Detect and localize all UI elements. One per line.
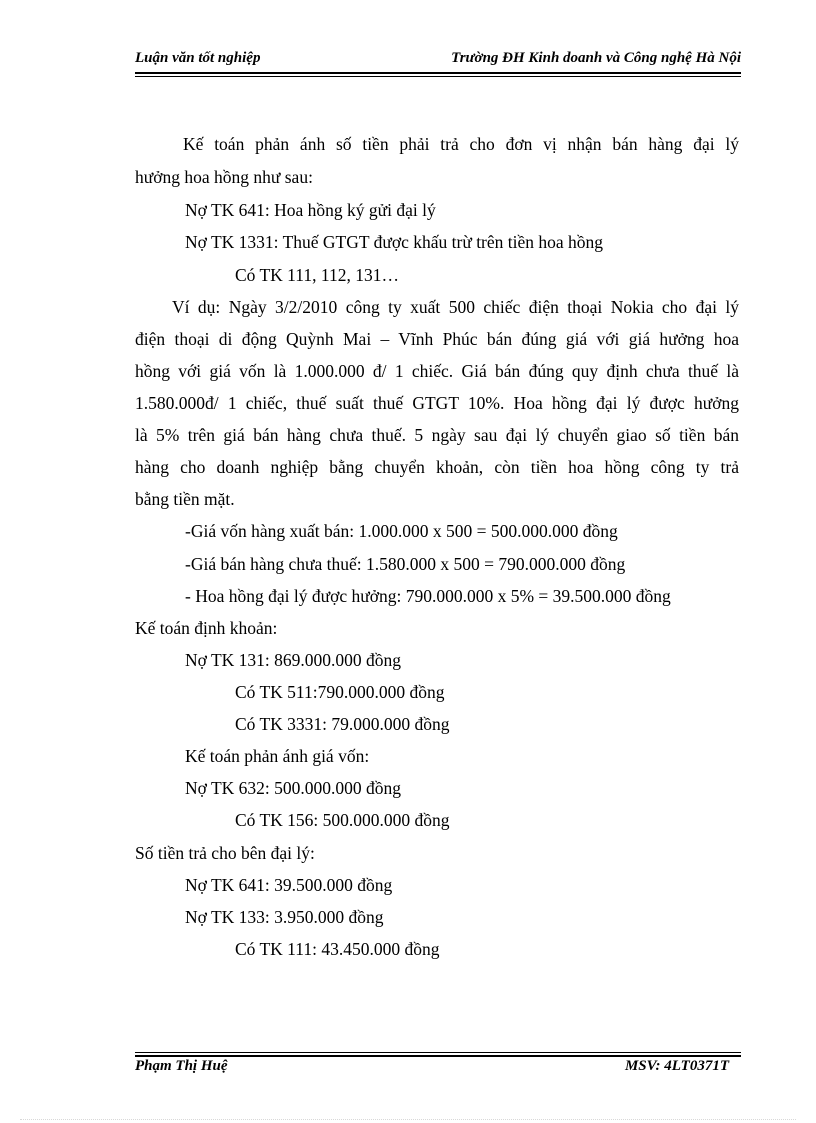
entry-debit-1331: Nợ TK 1331: Thuế GTGT được khấu trừ trên tiền hoa hồng xyxy=(185,232,604,252)
header-rule-thin xyxy=(135,76,741,77)
journal-debit-131: Nợ TK 131: 869.000.000 đồng xyxy=(185,650,402,670)
header-rule-thick xyxy=(135,72,741,74)
calc-cost-of-goods: -Giá vốn hàng xuất bán: 1.000.000 x 500 = 500.000.000 đồng xyxy=(185,521,618,541)
example-line-1: Ví dụ: Ngày 3/2/2010 công ty xuất 500 chiếc điện thoại Nokia cho đại lý xyxy=(172,297,739,317)
cost-heading: Kế toán phản ánh giá vốn: xyxy=(185,746,370,766)
paragraph-intro-line-2: hưởng hoa hồng như sau: xyxy=(135,167,313,187)
entry-credit-111: Có TK 111, 112, 131… xyxy=(235,265,399,285)
example-line-6: hàng cho doanh nghiệp bằng chuyển khoản, còn tiền hoa hồng công ty trả xyxy=(135,457,739,477)
example-line-3: hồng với giá vốn là 1.000.000 đ/ 1 chiếc. Giá bán đúng quy định chưa thuế là xyxy=(135,361,739,381)
footer-rule-thin xyxy=(135,1052,741,1053)
agent-debit-133: Nợ TK 133: 3.950.000 đồng xyxy=(185,907,384,927)
agent-payment-heading: Số tiền trả cho bên đại lý: xyxy=(135,843,315,863)
cost-credit-156: Có TK 156: 500.000.000 đồng xyxy=(235,810,450,830)
footer-author: Phạm Thị Huệ xyxy=(135,1058,228,1074)
agent-debit-641: Nợ TK 641: 39.500.000 đồng xyxy=(185,875,393,895)
calc-sales-price: -Giá bán hàng chưa thuế: 1.580.000 x 500 = 790.000.000 đồng xyxy=(185,554,626,574)
example-line-2: điện thoại di động Quỳnh Mai – Vĩnh Phúc bán đúng giá với giá hưởng hoa xyxy=(135,329,739,349)
cost-debit-632: Nợ TK 632: 500.000.000 đồng xyxy=(185,778,402,798)
calc-commission: - Hoa hồng đại lý được hưởng: 790.000.000 x 5% = 39.500.000 đồng xyxy=(185,586,671,606)
paragraph-intro-line-1: Kế toán phản ánh số tiền phải trả cho đơn vị nhận bán hàng đại lý xyxy=(183,134,739,154)
example-line-7: bằng tiền mặt. xyxy=(135,489,235,509)
journal-credit-3331: Có TK 3331: 79.000.000 đồng xyxy=(235,714,450,734)
footer-student-id: MSV: 4LT0371T xyxy=(624,1058,729,1074)
header-university-name: Trường ĐH Kinh doanh và Công nghệ Hà Nội xyxy=(451,50,741,66)
entry-debit-641: Nợ TK 641: Hoa hồng ký gửi đại lý xyxy=(185,200,436,220)
header-thesis-label: Luận văn tốt nghiệp xyxy=(135,50,261,66)
footer-rule-thick xyxy=(135,1055,741,1057)
agent-credit-111: Có TK 111: 43.450.000 đồng xyxy=(235,939,440,959)
example-line-5: là 5% trên giá bán hàng chưa thuế. 5 ngày sau đại lý chuyển giao số tiền bán xyxy=(135,425,739,445)
page-bottom-edge xyxy=(20,1119,796,1120)
journal-heading: Kế toán định khoản: xyxy=(135,618,278,638)
example-line-4: 1.580.000đ/ 1 chiếc, thuế suất thuế GTGT 10%. Hoa hồng đại lý được hưởng xyxy=(135,393,739,413)
page-header xyxy=(135,48,741,72)
journal-credit-511: Có TK 511:790.000.000 đồng xyxy=(235,682,445,702)
page-footer xyxy=(135,1058,741,1080)
